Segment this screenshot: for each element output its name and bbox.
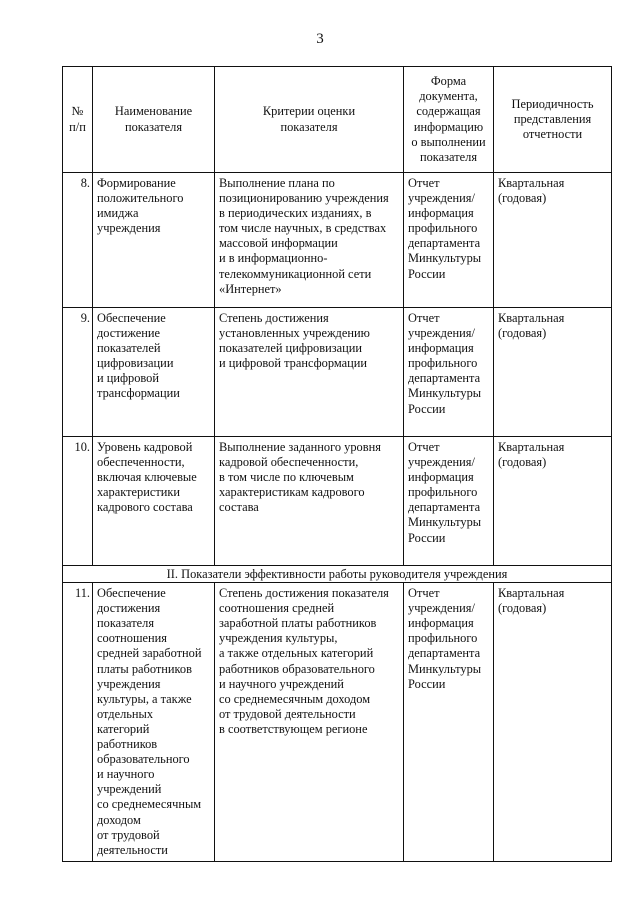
row-number: 10. <box>63 437 93 566</box>
header-document-form: Форма документа, содержащая информацию о выполнении показателя <box>404 67 494 173</box>
table-row <box>63 173 612 308</box>
row-number: 9. <box>63 308 93 437</box>
header-criteria: Критерии оценки показателя <box>215 67 404 173</box>
periodicity-cell: Квартальная (годовая) <box>494 308 612 437</box>
document-form-cell: Отчет учреждения/ информация профильного департамента Минкультуры России <box>404 437 494 566</box>
periodicity-cell: Квартальная (годовая) <box>494 437 612 566</box>
periodicity-cell: Квартальная (годовая) <box>494 173 612 308</box>
periodicity-cell: Квартальная (годовая) <box>494 583 612 862</box>
table-header-row <box>63 67 612 173</box>
table-row <box>63 308 612 437</box>
criteria-cell: Выполнение плана по позиционированию учреждения в периодических изданиях, в том числе научных, в средствах массовой информации и в информационно- телекоммуникационной сети «Интернет» <box>215 173 404 308</box>
indicator-name-cell: Уровень кадровой обеспеченности, включая ключевые характеристики кадрового состава <box>93 437 215 566</box>
header-number: № п/п <box>63 67 93 173</box>
page-number: 3 <box>316 31 324 47</box>
row-number: 11. <box>63 583 93 862</box>
document-form-cell: Отчет учреждения/ информация профильного департамента Минкультуры России <box>404 583 494 862</box>
criteria-cell: Выполнение заданного уровня кадровой обеспеченности, в том числе по ключевым характеристикам кадрового состава <box>215 437 404 566</box>
indicator-name-cell: Обеспечение достижение показателей цифровизации и цифровой трансформации <box>93 308 215 437</box>
document-form-cell: Отчет учреждения/ информация профильного департамента Минкультуры России <box>404 308 494 437</box>
criteria-cell: Степень достижения показателя соотношения средней заработной платы работников учреждения культуры, а также отдельных категорий работников образовательного и научного учреждений со среднемесячным доходом от трудовой деятельности в соответствующем регионе <box>215 583 404 862</box>
indicator-name-cell: Обеспечение достижения показателя соотношения средней заработной платы работников учреждения культуры, а также отдельных категорий работников образовательного и научного учреждений со среднемесячным доходом от трудовой деятельности <box>93 583 215 862</box>
document-form-cell: Отчет учреждения/ информация профильного департамента Минкультуры России <box>404 173 494 308</box>
criteria-cell: Степень достижения установленных учреждению показателей цифровизации и цифровой трансформации <box>215 308 404 437</box>
table-row <box>63 583 612 862</box>
section-heading-row <box>63 566 612 583</box>
header-periodicity: Периодичность представления отчетности <box>494 67 612 173</box>
row-number: 8. <box>63 173 93 308</box>
section-title: II. Показатели эффективности работы руководителя учреждения <box>63 566 612 583</box>
indicators-table <box>62 66 612 862</box>
header-indicator-name: Наименование показателя <box>93 67 215 173</box>
table-row <box>63 437 612 566</box>
indicator-name-cell: Формирование положительного имиджа учреждения <box>93 173 215 308</box>
